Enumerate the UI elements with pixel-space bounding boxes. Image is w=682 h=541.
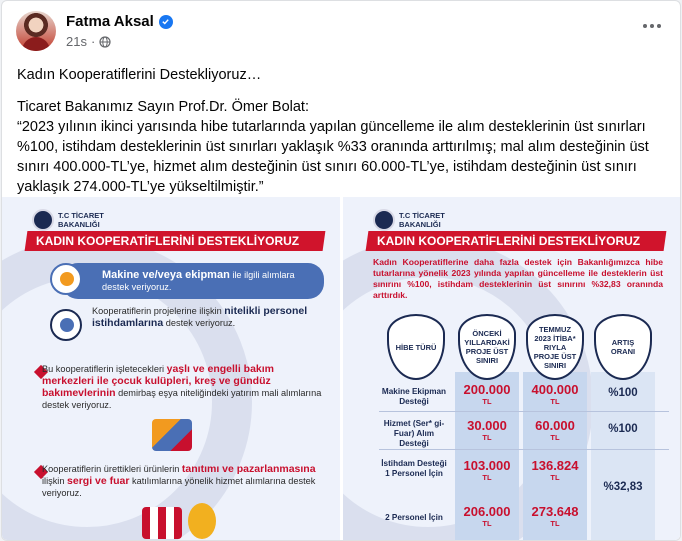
facebook-post [1, 0, 681, 541]
photo-left[interactable] [2, 197, 340, 541]
machine-gear-icon [50, 263, 82, 295]
table-row-label: Makine Ekipman Desteği [381, 387, 447, 406]
ministry-seal-icon [32, 209, 54, 231]
support-item-care-centers: Bu kooperatiflerin işletecekleri yaşlı ve engelli bakım merkezleri ile çocuk kulüpleri, kreş ve gündüz bakımevlerinin demirbaş eşya niteliğindeki yatırım mali alımlarına destek veriyoruz. [42, 363, 322, 410]
table-cell-old: 103.000 TL [463, 458, 511, 482]
table-divider [379, 411, 669, 412]
author-name[interactable]: Fatma Aksal [66, 13, 154, 30]
care-center-illustration-icon [152, 419, 192, 451]
author-name-row [66, 13, 173, 30]
table-cell-new: 400.000 TL [531, 382, 579, 406]
table-cell-old: 30.000 TL [467, 418, 507, 442]
table-header: ARTIŞ ORANI [594, 314, 652, 380]
post-header [2, 1, 680, 57]
table-cell-old: 206.000 TL [463, 504, 511, 528]
table-header: ÖNCEKİ YILLARDAKİ PROJE ÜST SINIRI [458, 314, 516, 380]
table-row-label: 2 Personel İçin [385, 513, 443, 522]
photo-right[interactable] [343, 197, 681, 541]
table-row-label: İstihdam Desteği 1 Personel İçin [381, 459, 447, 478]
post-paragraph-2-body: “2023 yılının ikinci yarısında hibe tutarlarında yapılan güncelleme ile alım desteklerinin üst sınırları %100, istihdam desteklerinin üst sınırları yaklaşık %33 oranında arttırılmış; mal alım desteğinin üst sınırı 400.000-TL’ye, hizmet alım desteğinin üst sınırı 60.000-TL’ye, istihdam desteğinin üst sınırı yaklaşık 274.000-TL’ye yükseltilmiştir.” [17, 119, 649, 195]
photo-banner: KADIN KOOPERATİFLERİNİ DESTEKLİYORUZ [25, 231, 326, 251]
support-item-fairs: Kooperatiflerin ürettikleri ürünlerin tanıtımı ve pazarlanmasına ilişkin sergi ve fuar katılımlarına yönelik hizmet alımlarına destek veriyoruz. [42, 463, 316, 498]
support-item-machine: Makine ve/veya ekipman ile ilgili alımlara destek veriyoruz. [62, 263, 324, 299]
table-divider [379, 449, 669, 450]
author-avatar[interactable] [16, 11, 56, 51]
post-meta [66, 34, 111, 49]
market-stall-icon [142, 507, 182, 539]
support-intro-text: Kadın Kooperatiflerine daha fazla destek için Bakanlığımızca hibe tutarlarına yönelik 2023 yılında yapılan güncelleme ile desteklerin üst sınırını %100, istihdam desteklerinin üst sınırını %32,83 oranında arttırdık. [373, 257, 663, 300]
table-cell-pct: %100 [608, 423, 638, 435]
table-cell-old: 200.000 TL [463, 382, 511, 406]
table-cell-new: 273.648 TL [531, 504, 579, 528]
ministry-seal-icon [373, 209, 395, 231]
lira-coin-icon [188, 503, 216, 539]
meta-separator: · [90, 34, 96, 49]
table-row-label: Hizmet (Ser* gi-Fuar) Alım Desteği [383, 419, 445, 448]
ministry-logo: T.C TİCARET BAKANLIĞI [373, 209, 445, 231]
post-timestamp[interactable]: 21s [66, 34, 87, 49]
table-cell-new: 60.000 TL [535, 418, 575, 442]
post-paragraph-2-title: Ticaret Bakanımız Sayın Prof.Dr. Ömer Bolat: [17, 99, 309, 115]
verified-badge-icon [159, 15, 173, 29]
support-item-personnel: Kooperatiflerin projelerine ilişkin nitelikli personel istihdamlarına destek veriyoruz. [92, 305, 308, 329]
photo-banner: KADIN KOOPERATİFLERİNİ DESTEKLİYORUZ [366, 231, 667, 251]
post-paragraph-1: Kadın Kooperatiflerini Destekliyoruz… [17, 67, 262, 83]
post-text [17, 65, 672, 209]
table-header: HİBE TÜRÜ [387, 314, 445, 380]
table-header: TEMMUZ 2023 İTİBA* RIYLA PROJE ÜST SINIRI [526, 314, 584, 380]
table-cell-new: 136.824 TL [531, 458, 579, 482]
table-cell-pct: %100 [608, 387, 638, 399]
post-photos [2, 197, 681, 541]
ministry-logo: T.C TİCARET BAKANLIĞI [32, 209, 104, 231]
table-cell-pct: %32,83 [603, 481, 643, 493]
globe-icon [99, 36, 111, 48]
personnel-icon [50, 309, 82, 341]
more-options-icon[interactable] [638, 15, 666, 37]
